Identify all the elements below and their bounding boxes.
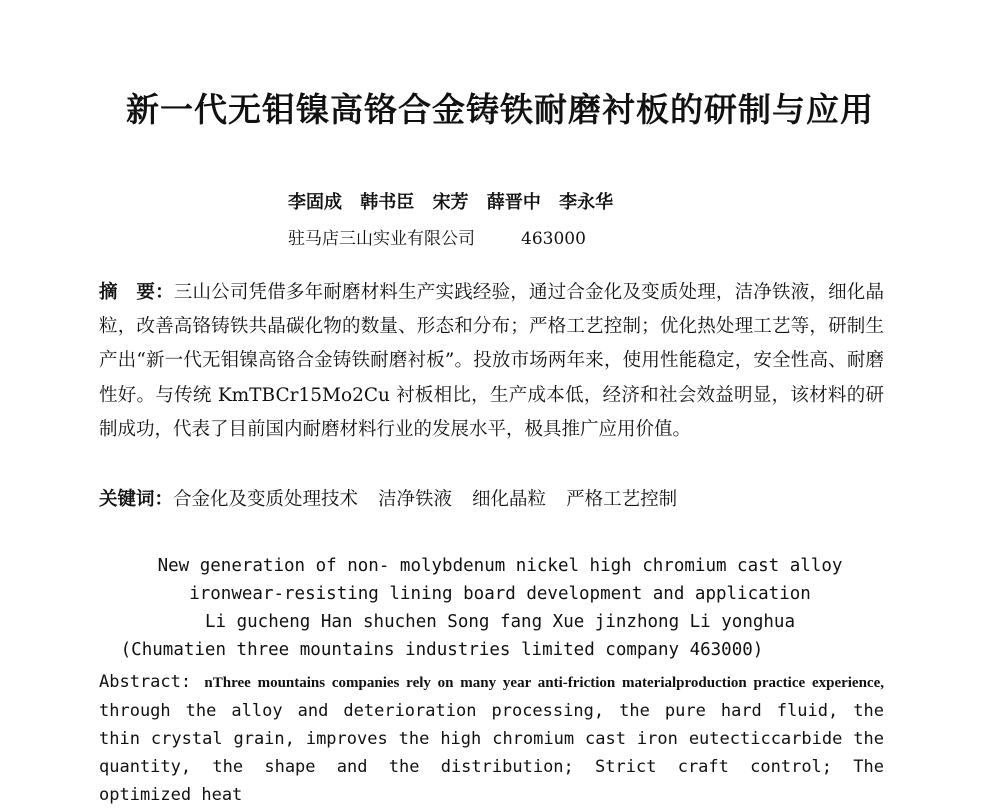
abstract-text: 三山公司凭借多年耐磨材料生产实践经验，通过合金化及变质处理，洁净铁液，细化晶粒，改善高铬铸铁共晶碳化物的数量、形态和分布；严格工艺控制；优化热处理工艺等，研制生产出“新一代无钼镍高铬合金铸铁耐磨衬板”。投放市场两年来，使用性能稳定，安全性高、耐磨性好。与传统 KmTBCr15Mo2Cu 衬板相比，生产成本低，经济和社会效益明显，该材料的研制成功，代表了目前国内耐磨材料行业的发展水平，极具推广应用价值。 [99,282,884,440]
affiliation [288,224,586,249]
keyword: 洁净铁液 [378,489,453,510]
affiliation-org: 驻马店三山实业有限公司 [288,229,475,249]
keyword: 严格工艺控制 [566,489,678,510]
author-name: 薛晋中 [486,192,541,213]
paper-title: 新一代无钼镍高铬合金铸铁耐磨衬板的研制与应用 [126,90,874,129]
chinese-abstract [99,276,884,447]
author-name: 李固成 [288,192,342,213]
english-abstract-bold: nThree mountains companies rely on many year anti-friction materialproduction practice experience, [204,675,884,691]
affiliation-zip: 463000 [521,229,586,249]
english-abstract-text: through the alloy and deterioration processing, the pure hard fluid, the thin crystal grain, improves the high chromium cast iron eutecticcarbide the quantity, the shape and the distribution; Strict craft control; The optimized heat [99,701,884,805]
keyword: 合金化及变质处理技术 [173,489,359,510]
author-name: 宋芳 [432,192,469,213]
english-abstract-label: Abstract: [99,672,192,692]
english-affiliation: (Chumatien three mountains industries limited company 463000) [120,640,764,660]
keywords-label: 关键词： [99,489,174,510]
english-title-line-2: ironwear-resisting lining board development and application [189,584,811,604]
english-abstract [99,668,884,809]
author-list [288,188,625,214]
keyword: 细化晶粒 [472,489,547,510]
english-authors: Li gucheng Han shuchen Song fang Xue jinzhong Li yonghua [204,612,795,632]
english-title-line-1: New generation of non- molybdenum nickel high chromium cast alloy [157,556,843,576]
author-name: 李永华 [559,192,614,213]
author-name: 韩书臣 [360,192,415,213]
abstract-label: 摘 要： [99,282,174,303]
chinese-keywords [99,485,697,511]
